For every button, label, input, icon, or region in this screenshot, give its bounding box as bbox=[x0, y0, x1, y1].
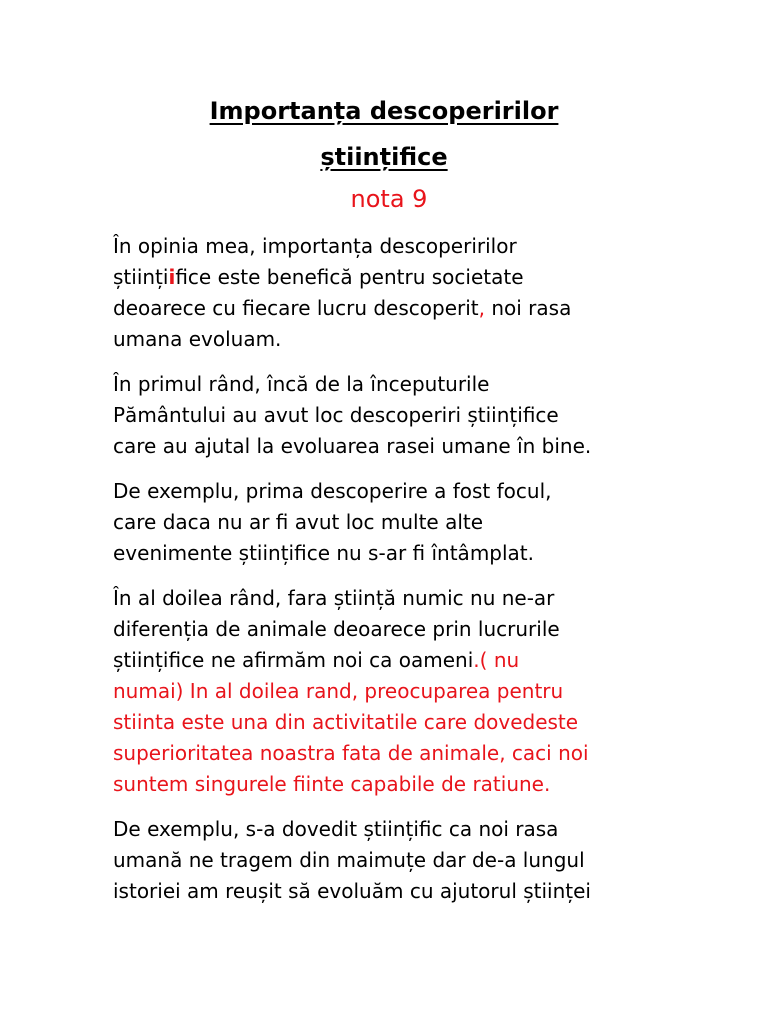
essay-body bbox=[113, 231, 673, 921]
paragraph-first-example bbox=[113, 476, 673, 569]
paragraph-second-example bbox=[113, 814, 673, 907]
title-line: științifice bbox=[320, 143, 448, 171]
punctuation-correction: , bbox=[478, 296, 485, 320]
text-fragment: fice este benefică pentru societate bbox=[175, 265, 524, 289]
page-title bbox=[0, 88, 768, 180]
text-line: diferenția de animale deoarece prin lucrurile bbox=[113, 617, 560, 641]
text-line: care daca nu ar fi avut loc multe alte bbox=[113, 510, 484, 534]
text-line: evenimente științifice nu s-ar fi întâmplat. bbox=[113, 541, 535, 565]
text-line: istoriei am reușit să evoluăm cu ajutorul științei bbox=[113, 879, 591, 903]
text-line: care au ajutal la evoluarea rasei umane în bine. bbox=[113, 434, 592, 458]
text-fragment: noi rasa bbox=[484, 296, 572, 320]
spelling-correction: i bbox=[168, 265, 176, 289]
text-fragment: deoarece cu fiecare lucru descoperit bbox=[113, 296, 479, 320]
paragraph-second-argument bbox=[113, 583, 673, 800]
text-line: În al doilea rând, fara știință numic nu ne-ar bbox=[113, 586, 555, 610]
text-line: În primul rând, încă de la începuturile bbox=[113, 372, 490, 396]
text-line: umană ne tragem din maimuțe dar de-a lungul bbox=[113, 848, 585, 872]
text-line: În opinia mea, importanța descoperirilor bbox=[113, 234, 517, 258]
correction-text: .( nu bbox=[473, 648, 520, 672]
correction-line: suntem singurele fiinte capabile de ratiune. bbox=[113, 772, 551, 796]
text-line: Pământului au avut loc descoperiri științifice bbox=[113, 403, 559, 427]
text-line bbox=[113, 262, 673, 293]
text-fragment: științi bbox=[113, 265, 169, 289]
correction-line: superioritatea noastra fata de animale, caci noi bbox=[113, 741, 589, 765]
text-line: umana evoluam. bbox=[113, 327, 282, 351]
correction-line: numai) In al doilea rand, preocuparea pentru bbox=[113, 679, 564, 703]
paragraph-intro bbox=[113, 231, 673, 355]
paragraph-first-argument bbox=[113, 369, 673, 462]
text-line: De exemplu, s-a dovedit științific ca noi rasa bbox=[113, 817, 559, 841]
correction-line: stiinta este una din activitatile care dovedeste bbox=[113, 710, 579, 734]
text-fragment: științifice ne afirmăm noi ca oameni bbox=[113, 648, 474, 672]
text-line bbox=[113, 645, 673, 676]
text-line: De exemplu, prima descoperire a fost focul, bbox=[113, 479, 552, 503]
title-line: Importanța descoperirilor bbox=[209, 97, 559, 125]
text-line bbox=[113, 293, 673, 324]
grade-annotation: nota 9 bbox=[350, 185, 428, 213]
